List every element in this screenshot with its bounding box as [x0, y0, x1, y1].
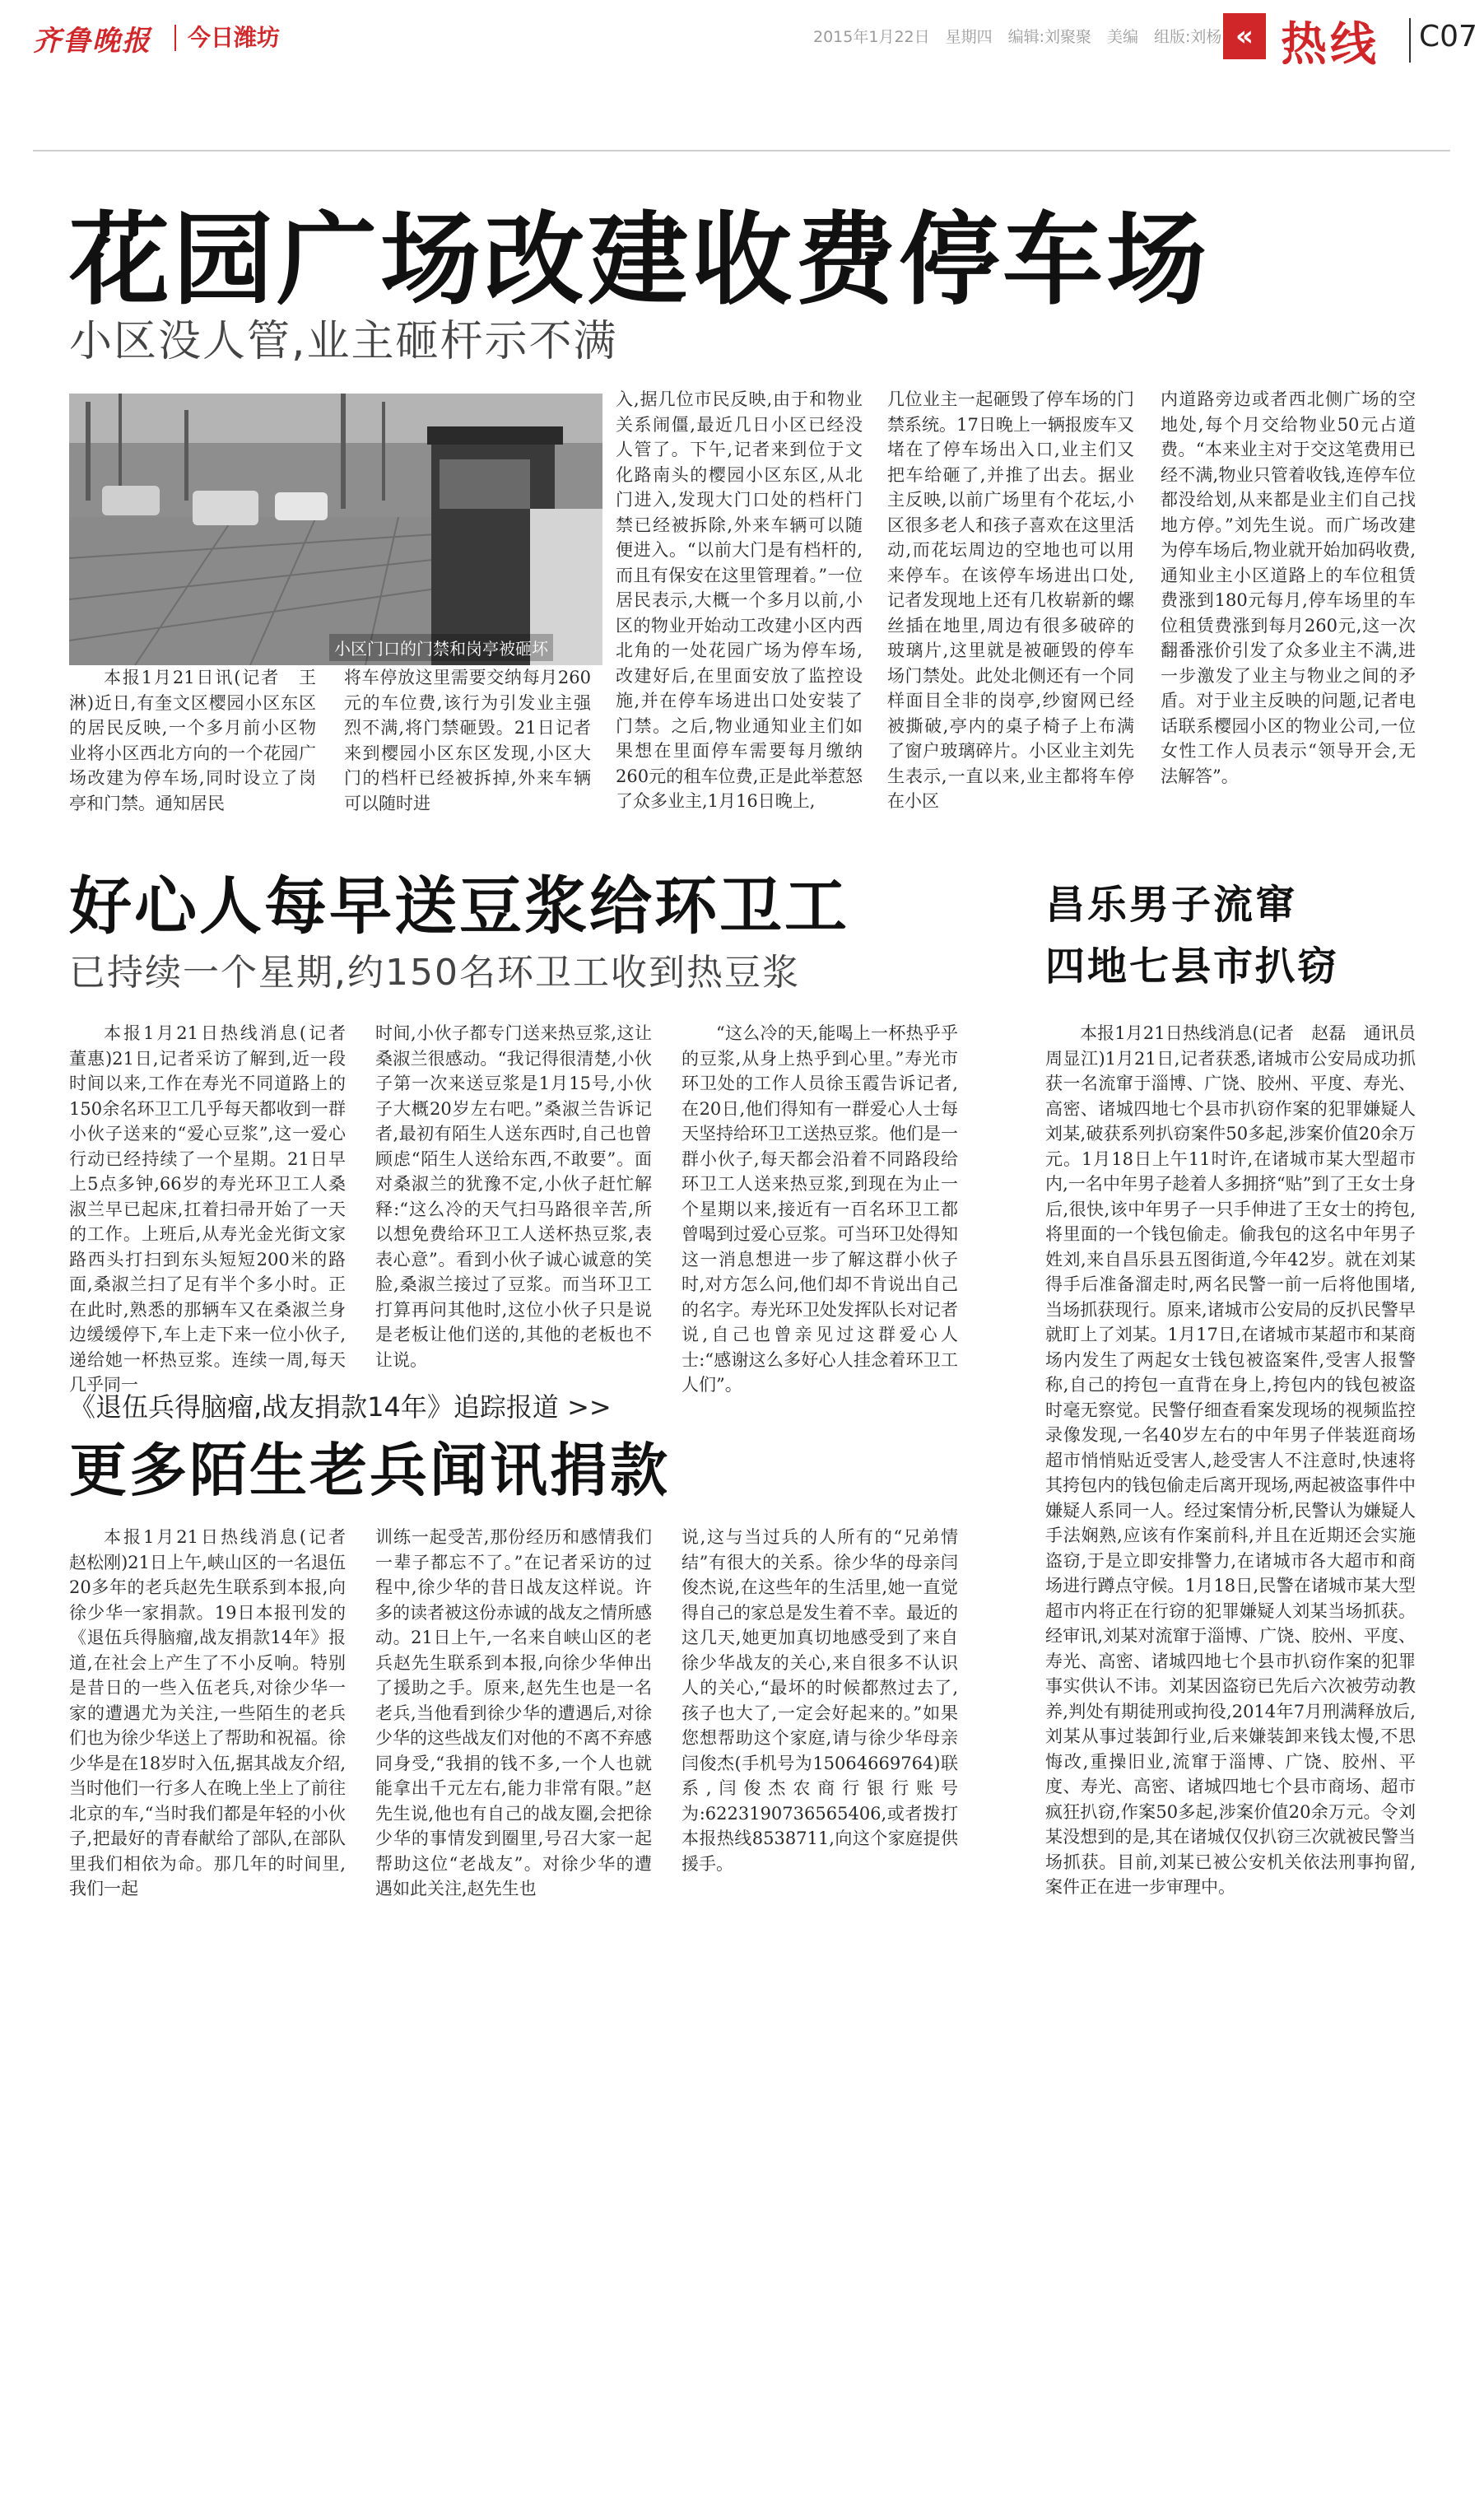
article1-column-5 — [1161, 387, 1416, 789]
header-divider-right — [1409, 18, 1411, 63]
article3-column-1 — [69, 1525, 363, 1902]
article1-photo — [69, 394, 602, 665]
article2-subheadline: 已持续一个星期,约150名环卫工收到热豆浆 — [69, 952, 800, 994]
section-name: 今日潍坊 — [188, 24, 281, 51]
article1-column-3 — [616, 387, 863, 814]
article1-text-5: 内道路旁边或者西北侧广场的空地处,每个月交给物业50元占道费。“本来业主对于交这笔费用已经不满,物业只管着收钱,连停车位都没给划,从来都是业主们自己找地方停。”刘先生说。而广场改建为停车场后,物业就开始加码收费,通知业主小区道路上的车位租赁费涨到180元每月,停车场里的车位租赁费涨到每月260元,这一次翻番涨价引发了众多业主不满,进一步激发了业主与物业之间的矛盾。对于业主反映的问题,记者电话联系樱园小区的物业公司,一位女性工作人员表示“领导开会,无法解答”。 — [1161, 389, 1416, 786]
article2-text-2: 时间,小伙子都专门送来热豆浆,这让桑淑兰很感动。“我记得很清楚,小伙子第一次来送豆浆是1月15号,小伙子大概20岁左右吧。”桑淑兰告诉记者,最初有陌生人送东西时,自己也曾顾虑“陌生人送给东西,不敢要”。面对桑淑兰的犹豫不定,小伙子赶忙解释:“这么冷的天气扫马路很辛苦,所以想免费给环卫工人送杯热豆浆,表表心意”。看到小伙子诚心诚意的笑脸,桑淑兰接过了豆浆。而当环卫工打算再问其他时,这位小伙子只是说是老板让他们送的,其他的老板也不让说。 — [375, 1023, 652, 1370]
parking-lot-scene — [69, 394, 602, 665]
header-divider — [174, 25, 176, 51]
article2-text-1: 本报1月21日热线消息(记者 董惠)21日,记者采访了解到,近一段时间以来,工作在寿光不同道路上的150余名环卫工几乎每天都收到一群小伙子送来的“爱心豆浆”,这一爱心行动已经持续了一个星期。21日早上5点多钟,66岁的寿光环卫工人桑淑兰早已起床,扛着扫帚开始了一天的工作。上班后,从寿光金光街文家路西头打扫到东头短短200米的路面,桑淑兰扫了足有半个多小时。正在此时,熟悉的那辆车又在桑淑兰身边缓缓停下,车上走下来一位小伙子,递给她一杯热豆浆。连续一周,每天几乎同一 — [69, 1023, 363, 1395]
top-rule — [33, 150, 1450, 151]
chevron-left-icon: « — [1223, 13, 1266, 59]
issue-meta: 2015年1月22日 星期四 编辑:刘聚聚 美编 组版:刘杨 — [813, 28, 1222, 46]
article4-text: 本报1月21日热线消息(记者 赵磊 通讯员 周显江)1月21日,记者获悉,诸城市公安局成功抓获一名流窜于淄博、广饶、胶州、平度、寿光、高密、诸城四地七个县市扒窃作案的犯罪嫌疑人刘某,破获系列扒窃案件50多起,涉案价值20余万元。1月18日上午11时许,在诸城市某大型超市内,一名中年男子趁着人多拥挤“贴”到了王女士身后,很快,该中年男子一只手伸进了王女士的挎包,将里面的一个钱包偷走。偷我包的这名中年男子姓刘,来自昌乐县五图街道,今年42岁。就在刘某得手后准备溜走时,两名民警一前一后将他围堵,当场抓获现行。原来,诸城市公安局的反扒民警早就盯上了刘某。1月17日,在诸城市某超市和某商场内发生了两起女士钱包被盗案件,受害人报警称,自己的挎包一直背在身上,挎包内的钱包被盗时毫无察觉。民警仔细查看案发现场的视频监控录像发现,一名40岁左右的中年男子伴装逛商场超市悄悄贴近受害人,趁受害人不注意时,快速将其挎包内的钱包偷走后离开现场,两起被盗事件中嫌疑人系同一人。经过案情分析,民警认为嫌疑人手法娴熟,应该有作案前科,并且在近期还会实施盗窃,于是立即安排警力,在诸城市各大超市和商场进行蹲点守候。1月18日,民警在诸城市某大型超市内将正在行窃的犯罪嫌疑人刘某当场抓获。经审讯,刘某对流窜于淄博、广饶、胶州、平度、寿光、高密、诸城四地七个县市扒窃作案的犯罪事实供认不讳。刘某因盗窃已先后六次被劳动教养,判处有期徒刑或拘役,2014年7月刑满释放后,刘某从事过装卸行业,后来嫌装卸来钱太慢,不思悔改,重操旧业,流窜于淄博、广饶、胶州、平度、寿光、高密、诸城四地七个县市商场、超市疯狂扒窃,作案50多起,涉案价值20余万元。令刘某没想到的是,其在诸城仅仅扒窃三次就被民警当场抓获。目前,刘某已被公安机关依法刑事拘留,案件正在进一步审理中。 — [1045, 1023, 1433, 1897]
article1-text-4: 几位业主一起砸毁了停车场的门禁系统。17日晚上一辆报废车又堵在了停车场出入口,业主们又把车给砸了,并推了出去。据业主反映,以前广场里有个花坛,小区很多老人和孩子喜欢在这里活动,而花坛周边的空地也可以用来停车。在该停车场进出口处,记者发现地上还有几枚崭新的螺丝插在地里,周边有很多破碎的玻璃片,这里就是被砸毁的停车场门禁处。此处北侧还有一个同样面目全非的岗亭,纱窗网已经被撕破,亭内的桌子椅子上布满了窗户玻璃碎片。小区业主刘先生表示,一直以来,业主都将车停在小区 — [887, 389, 1134, 811]
article2-column-1 — [69, 1021, 363, 1398]
article2-column-3 — [682, 1021, 958, 1398]
article1-column-2 — [344, 665, 591, 816]
article3-column-2 — [375, 1525, 652, 1902]
article2-column-2 — [375, 1021, 652, 1372]
article2-text-3: “这么冷的天,能喝上一杯热乎乎的豆浆,从身上热乎到心里。”寿光市环卫处的工作人员徐玉霞告诉记者,在20日,他们得知有一群爱心人士每天坚持给环卫工送热豆浆。他们是一群小伙子,每天都会沿着不同路段给环卫工人送来热豆浆,到现在为止一个星期以来,接近有一百名环卫工都曾喝到过爱心豆浆。可当环卫处得知这一消息想进一步了解这群小伙子时,对方怎么问,他们却不肯说出自己的名字。寿光环卫处发挥队长对记者说,自己也曾亲见过这群爱心人士:“感谢这么多好心人挂念着环卫工人们”。 — [682, 1023, 958, 1395]
article4-column — [1045, 1021, 1433, 1900]
article3-text-2: 训练一起受苦,那份经历和感情我们一辈子都忘不了。”在记者采访的过程中,徐少华的昔日战友这样说。许多的读者被这份赤诚的战友之情所感动。21日上午,一名来自峡山区的老兵赵先生联系到本报,向徐少华伸出了援助之手。原来,赵先生也是一名老兵,当他看到徐少华的遭遇后,对徐少华的这些战友们对他的不离不弃感同身受,“我捐的钱不多,一个人也就能拿出千元左右,能力非常有限。”赵先生说,他也有自己的战友圈,会把徐少华的事情发到圈里,号召大家一起帮助这位“老战友”。对徐少华的遭遇如此关注,赵先生也 — [375, 1527, 652, 1898]
article1-subheadline: 小区没人管,业主砸杆示不满 — [69, 317, 618, 366]
article2-headline: 好心人每早送豆浆给环卫工 — [69, 869, 849, 943]
article3-column-3 — [682, 1525, 958, 1876]
article3-kicker: 《退伍兵得脑瘤,战友捐款14年》追踪报道 >> — [69, 1391, 612, 1423]
article1-text-1: 本报1月21日讯(记者 王淋)近日,有奎文区樱园小区东区的居民反映,一个多月前小区物业将小区西北方向的一个花园广场改建为停车场,同时设立了岗亭和门禁。通知居民 — [69, 668, 316, 813]
article4-headline-line2: 四地七县市扒窃 — [1045, 943, 1340, 990]
newspaper-logo: 齐鲁晚报 — [33, 25, 151, 58]
article3-text-1: 本报1月21日热线消息(记者 赵松刚)21日上午,峡山区的一名退伍20多年的老兵赵先生联系到本报,向徐少华一家捐款。19日本报刊发的《退伍兵得脑瘤,战友捐款14年》报道,在社会上产生了不小反响。特别是昔日的一些入伍老兵,对徐少华一家的遭遇尤为关注,一些陌生的老兵们也为徐少华送上了帮助和祝福。徐少华是在18岁时入伍,据其战友介绍,当时他们一行多人在晚上坐上了前往北京的车,“当时我们都是年轻的小伙子,把最好的青春献给了部队,在部队里我们相依为命。那几年的时间里,我们一起 — [69, 1527, 363, 1898]
article4-headline-line1: 昌乐男子流窜 — [1045, 882, 1298, 928]
article3-headline: 更多陌生老兵闻讯捐款 — [69, 1437, 670, 1504]
article3-text-3: 说,这与当过兵的人所有的“兄弟情结”有很大的关系。徐少华的母亲闫俊杰说,在这些年的生活里,她一直觉得自己的家总是发生着不幸。最近的这几天,她更加真切地感受到了来自徐少华战友的关心,来自很多不认识人的关心,“最坏的时候都熬过去了,孩子也大了,一定会好起来的。”如果您想帮助这个家庭,请与徐少华母亲闫俊杰(手机号为15064669764)联系,闫俊杰农商行银行账号为:6223190736565406,或者拨打本报热线8538711,向这个家庭提供援手。 — [682, 1527, 958, 1874]
article1-text-2: 将车停放这里需要交纳每月260元的车位费,该行为引发业主强烈不满,将门禁砸毁。21日记者来到樱园小区东区发现,小区大门的档杆已经被拆掉,外来车辆可以随时进 — [344, 668, 591, 813]
photo-caption: 小区门口的门禁和岗亭被砸坏 — [329, 634, 553, 661]
article1-headline: 花园广场改建收费停车场 — [69, 202, 1210, 319]
article1-text-3: 入,据几位市民反映,由于和物业关系闹僵,最近几日小区已经没人管了。下午,记者来到位于文化路南头的樱园小区东区,从北门进入,发现大门口处的档杆门禁已经被拆除,外来车辆可以随便进入。“以前大门是有档杆的,而且有保安在这里管理着。”一位居民表示,大概一个多月以前,小区的物业开始动工改建小区内西北角的一处花园广场为停车场,改建好后,在里面安放了监控设施,并在停车场进出口处安装了门禁。之后,物业通知业主们如果想在里面停车需要每月缴纳260元的租车位费,正是此举惹怒了众多业主,1月16日晚上, — [616, 389, 863, 811]
article1-column-1 — [69, 665, 316, 816]
article1-column-4 — [887, 387, 1134, 814]
section-hotline-title: 热线 — [1281, 18, 1379, 72]
page-number: C07 — [1419, 20, 1477, 54]
